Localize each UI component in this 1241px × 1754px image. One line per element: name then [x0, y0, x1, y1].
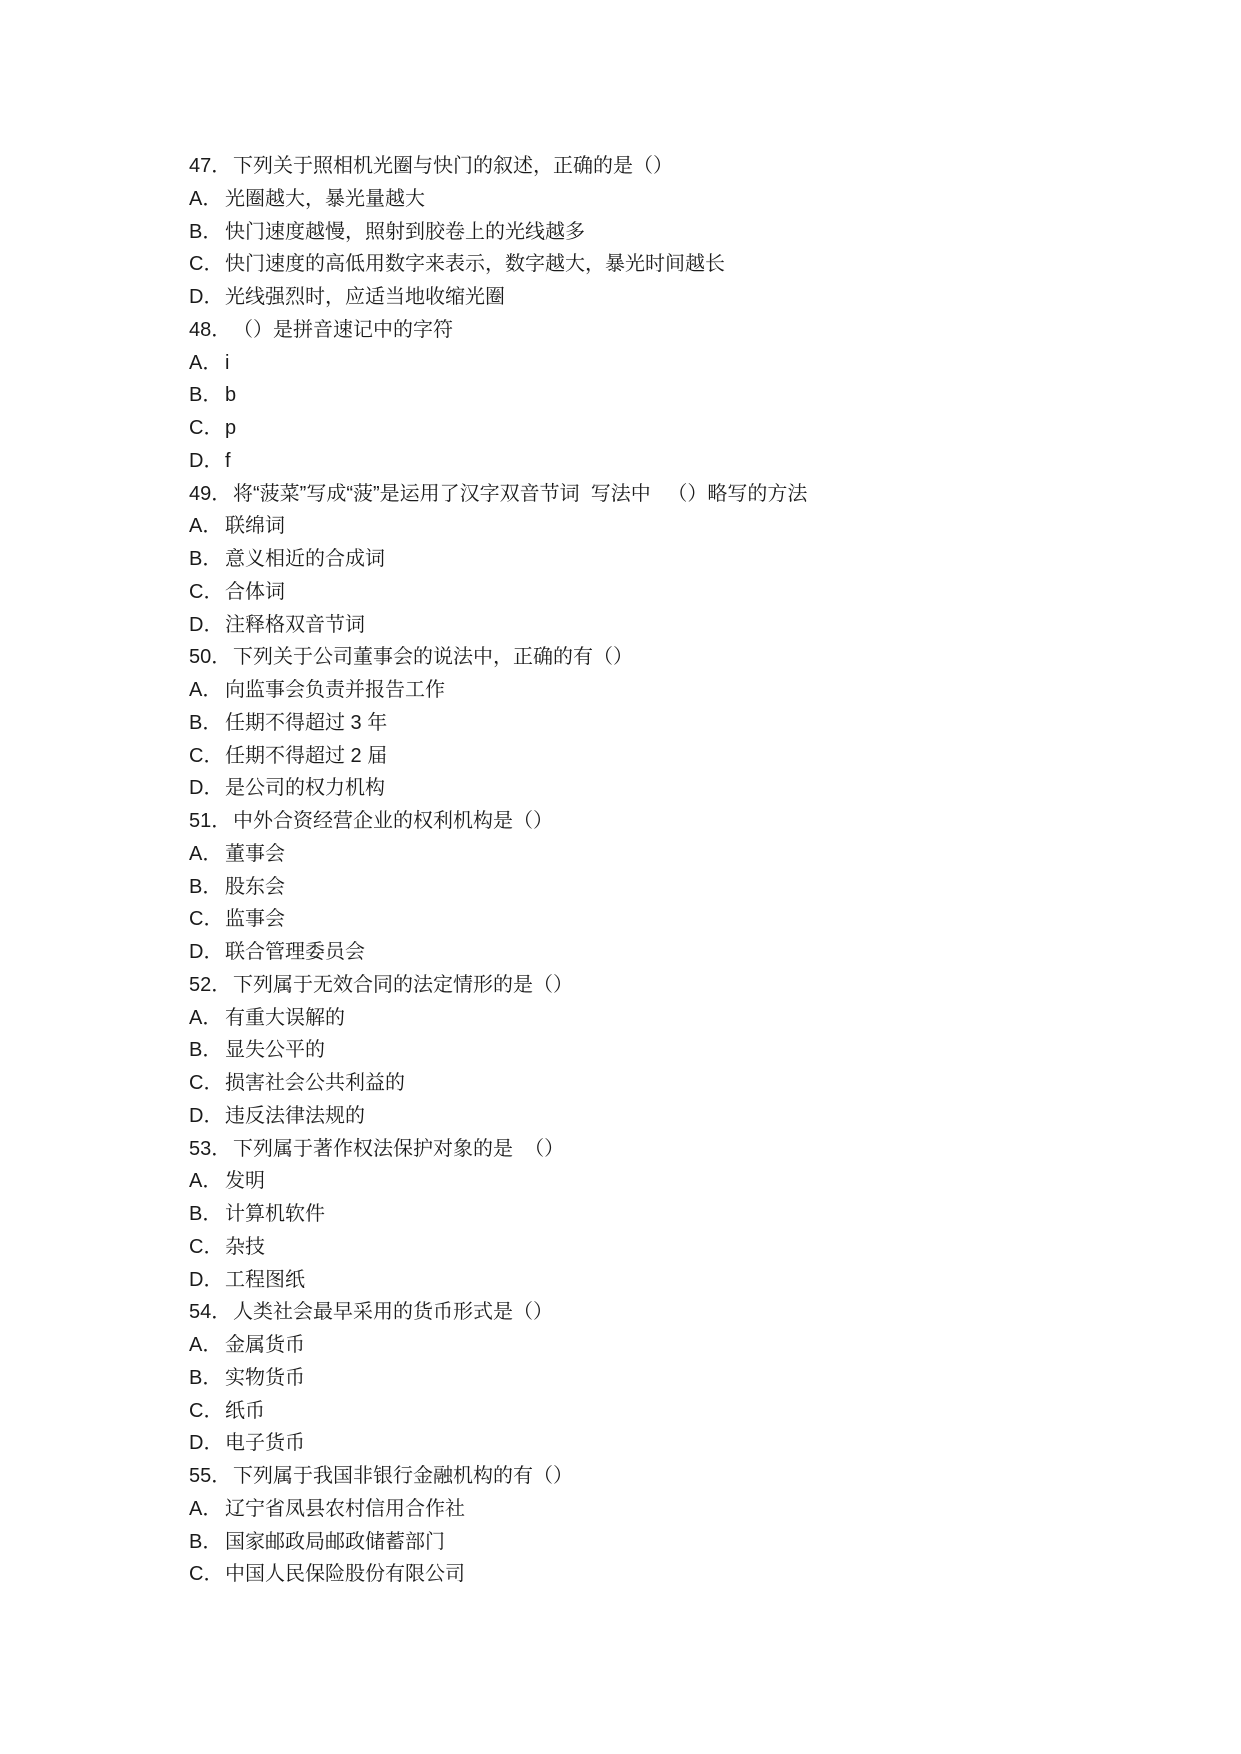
- answer-option: [189, 609, 1089, 642]
- option-letter: C．: [189, 1399, 224, 1422]
- option-text: 是公司的权力机构: [225, 777, 385, 800]
- option-text: p: [225, 417, 237, 439]
- answer-option: [189, 1329, 1089, 1362]
- option-text: 国家邮政局邮政储蓄部门: [225, 1530, 445, 1553]
- question-number: 53．: [189, 1137, 232, 1160]
- option-letter: A．: [189, 351, 223, 374]
- option-text: 纸币: [225, 1399, 265, 1422]
- option-text: 电子货币: [225, 1432, 305, 1455]
- question-text: 人类社会最早采用的货币形式是（）: [233, 1301, 553, 1324]
- answer-option: [189, 707, 1089, 740]
- option-letter: D．: [189, 449, 224, 472]
- question-stem: [189, 478, 1089, 511]
- option-letter: B．: [189, 1530, 223, 1553]
- answer-option: [189, 183, 1089, 216]
- option-text: 损害社会公共利益的: [225, 1072, 405, 1094]
- option-letter: D．: [189, 1268, 224, 1291]
- option-text: 向监事会负责并报告工作: [225, 679, 445, 701]
- option-text: 光线强烈时，应适当地收缩光圈: [225, 286, 505, 308]
- option-text: 合体词: [225, 580, 285, 603]
- answer-option: [189, 838, 1089, 871]
- option-text: 快门速度的高低用数字来表示，数字越大，暴光时间越长: [225, 253, 725, 276]
- question-number: 55．: [189, 1465, 232, 1487]
- question-stem: [189, 1460, 1089, 1493]
- question-number: 48．: [189, 318, 232, 341]
- option-letter: A．: [189, 1170, 223, 1193]
- answer-option: [189, 936, 1089, 969]
- question-text: （）是拼音速记中的字符: [233, 318, 453, 341]
- answer-option: [189, 674, 1089, 707]
- option-text: 金属货币: [225, 1334, 305, 1356]
- answer-option: [189, 1165, 1089, 1198]
- answer-option: [189, 1198, 1089, 1231]
- option-text: 注释格双音节词: [225, 613, 365, 636]
- question-text: 下列关于照相机光圈与快门的叙述，正确的是（）: [233, 155, 673, 177]
- question-text: 下列关于公司董事会的说法中，正确的有（）: [233, 646, 633, 669]
- option-text: 实物货币: [225, 1366, 305, 1389]
- option-text: 杂技: [225, 1235, 265, 1258]
- question-stem: [189, 1133, 1089, 1166]
- question-list: [189, 150, 1089, 1591]
- question-text: 下列属于著作权法保护对象的是 （）: [233, 1137, 565, 1160]
- option-text: 快门速度越慢，照射到胶卷上的光线越多: [225, 220, 585, 243]
- answer-option: [189, 1100, 1089, 1133]
- option-letter: D．: [189, 777, 224, 800]
- answer-option: [189, 281, 1089, 314]
- option-letter: D．: [189, 613, 224, 636]
- answer-option: [189, 576, 1089, 609]
- answer-option: [189, 1002, 1089, 1035]
- question-number: 54．: [189, 1301, 232, 1324]
- option-letter: B．: [189, 1203, 223, 1225]
- answer-option: [189, 510, 1089, 543]
- answer-option: [189, 347, 1089, 380]
- question-number: 50．: [189, 646, 232, 669]
- answer-option: [189, 1395, 1089, 1428]
- option-letter: B．: [189, 1366, 223, 1389]
- option-letter: A．: [189, 515, 223, 538]
- answer-option: [189, 248, 1089, 281]
- option-text: 董事会: [225, 842, 285, 865]
- option-text: 任期不得超过 2 届: [225, 744, 388, 767]
- answer-option: [189, 1526, 1089, 1559]
- option-letter: B．: [189, 548, 223, 570]
- option-text: 联合管理委员会: [225, 941, 365, 963]
- question-text: 下列属于无效合同的法定情形的是（）: [233, 973, 573, 996]
- answer-option: [189, 1427, 1089, 1460]
- option-letter: C．: [189, 1563, 224, 1586]
- option-letter: C．: [189, 580, 224, 603]
- question-text: 下列属于我国非银行金融机构的有（）: [233, 1465, 573, 1487]
- answer-option: [189, 1067, 1089, 1100]
- answer-option: [189, 1362, 1089, 1395]
- question-stem: [189, 969, 1089, 1002]
- option-text: 光圈越大，暴光量越大: [225, 187, 425, 210]
- option-letter: A．: [189, 1334, 223, 1356]
- option-text: 任期不得超过 3 年: [225, 711, 388, 734]
- answer-option: [189, 740, 1089, 773]
- question-stem: [189, 641, 1089, 674]
- option-letter: C．: [189, 417, 224, 439]
- answer-option: [189, 903, 1089, 936]
- option-text: 显失公平的: [225, 1039, 325, 1062]
- option-letter: A．: [189, 187, 223, 210]
- answer-option: [189, 1558, 1089, 1591]
- option-text: 中国人民保险股份有限公司: [225, 1563, 465, 1586]
- option-letter: C．: [189, 908, 224, 931]
- answer-option: [189, 543, 1089, 576]
- option-text: 意义相近的合成词: [225, 548, 385, 570]
- option-letter: C．: [189, 1235, 224, 1258]
- answer-option: [189, 1493, 1089, 1526]
- option-text: i: [225, 351, 230, 374]
- answer-option: [189, 1034, 1089, 1067]
- answer-option: [189, 772, 1089, 805]
- option-text: 计算机软件: [225, 1203, 325, 1225]
- question-stem: [189, 805, 1089, 838]
- question-stem: [189, 314, 1089, 347]
- option-letter: C．: [189, 253, 224, 276]
- option-text: 有重大误解的: [225, 1006, 345, 1029]
- option-text: 违反法律法规的: [225, 1104, 365, 1127]
- question-number: 52．: [189, 973, 232, 996]
- answer-option: [189, 445, 1089, 478]
- question-stem: [189, 150, 1089, 183]
- answer-option: [189, 1264, 1089, 1297]
- option-text: 监事会: [225, 908, 285, 931]
- option-letter: D．: [189, 941, 224, 963]
- option-letter: B．: [189, 220, 223, 243]
- answer-option: [189, 379, 1089, 412]
- answer-option: [189, 412, 1089, 445]
- question-number: 49．: [189, 482, 232, 505]
- option-letter: B．: [189, 384, 223, 407]
- option-letter: D．: [189, 1432, 224, 1455]
- option-text: 工程图纸: [225, 1268, 305, 1291]
- option-letter: D．: [189, 286, 224, 308]
- option-letter: C．: [189, 744, 224, 767]
- option-letter: A．: [189, 842, 223, 865]
- option-letter: A．: [189, 679, 223, 701]
- question-number: 47．: [189, 155, 232, 177]
- option-text: 发明: [225, 1170, 265, 1193]
- question-text: 将“菠菜”写成“菠”是运用了汉字双音节词 写法中 （）略写的方法: [233, 482, 808, 505]
- option-text: 辽宁省凤县农村信用合作社: [225, 1497, 465, 1520]
- option-letter: C．: [189, 1072, 224, 1094]
- option-letter: A．: [189, 1006, 223, 1029]
- question-number: 51．: [189, 810, 232, 832]
- answer-option: [189, 1231, 1089, 1264]
- option-text: 联绵词: [225, 515, 285, 538]
- answer-option: [189, 216, 1089, 249]
- answer-option: [189, 871, 1089, 904]
- option-letter: D．: [189, 1104, 224, 1127]
- option-letter: B．: [189, 711, 223, 734]
- option-text: f: [225, 449, 231, 472]
- question-text: 中外合资经营企业的权利机构是（）: [233, 810, 553, 832]
- option-text: b: [225, 384, 237, 407]
- option-letter: B．: [189, 1039, 223, 1062]
- question-stem: [189, 1296, 1089, 1329]
- option-letter: B．: [189, 875, 223, 898]
- option-letter: A．: [189, 1497, 223, 1520]
- option-text: 股东会: [225, 875, 285, 898]
